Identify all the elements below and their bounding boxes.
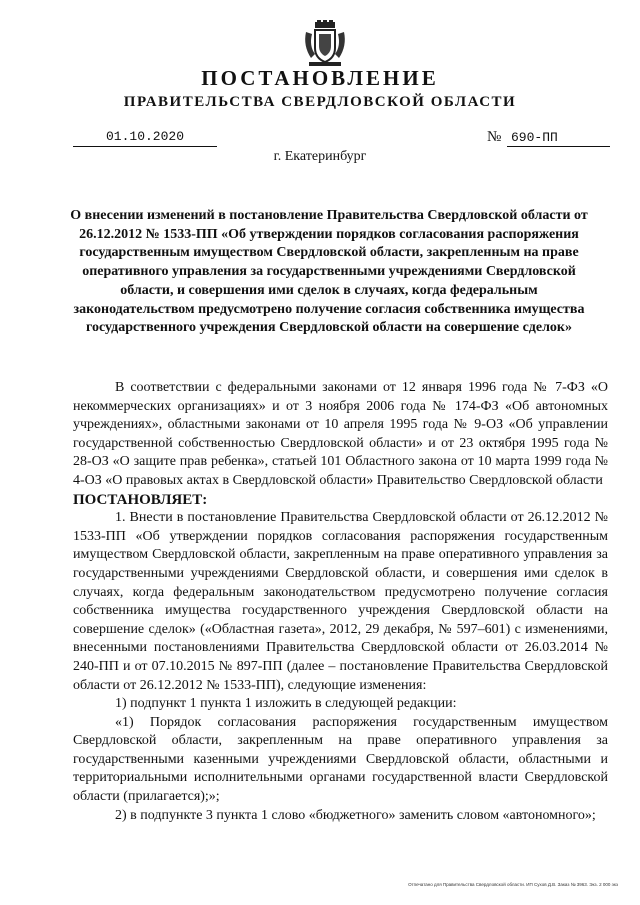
coat-of-arms-icon: [303, 20, 347, 68]
document-body: [73, 379, 608, 825]
paragraph-quoted-text: «1) Порядок согласования распоряжения государственным имуществом Свердловской области, закрепленным на праве оперативного управления за государственными казенными учреждениями Свердловской области, областными и территориальными исполнительными органами государственной власти Свердловской области (прилагается);»;: [73, 714, 608, 805]
resolves-label: ПОСТАНОВЛЯЕТ:: [73, 491, 208, 508]
number-value: 690-ПП: [507, 130, 610, 147]
paragraph-subitem-1: 1) подпункт 1 пункта 1 изложить в следующей редакции:: [115, 696, 457, 712]
paragraph-item-1: 1. Внести в постановление Правительства Свердловской области от 26.12.2012 № 1533-ПП «Об утверждении порядков согласования распоряжения государственным имуществом Свердловской области, закрепленным на праве оперативного управления за государственными учреждениями Свердловской области, и совершения ими сделок в случаях, когда федеральным законодательством предусмотрено получение согласия собственника имущества государственного учреждения Свердловской области на совершение сделок» («Областная газета», 2012, 29 декабря, № 597–601) с изменениями, внесенными постановлениями Правительства Свердловской области от 26.03.2014 № 240-ПП и от 07.10.2015 № 897-ПП (далее – постановление Правительства Свердловской области от 26.12.2012 № 1533-ПП), следующие изменения:: [73, 510, 608, 693]
paragraph-subitem-2: 2) в подпункте 3 пункта 1 слово «бюджетного» заменить словом «автономного»;: [115, 807, 596, 823]
document-number: [487, 129, 610, 146]
print-footer: Отпечатано для Правительства Свердловской области. ИП Сухов Д.В. Заказ № 3963. Экз. 2 000 экз: [408, 882, 618, 887]
issuer-title: ПРАВИТЕЛЬСТВА СВЕРДЛОВСКОЙ ОБЛАСТИ: [123, 94, 517, 110]
number-sign: №: [487, 129, 502, 145]
city: г. Екатеринбург: [273, 149, 367, 164]
paragraph-preamble: В соответствии с федеральными законами от 12 января 1996 года № 7-ФЗ «О некоммерческих организациях» и от 3 ноября 2006 года № 174-ФЗ «Об автономных учреждениях», областными законами от 10 апреля 1995 года № 9-ОЗ «Об управлении государственной собственностью Свердловской области» и от 23 октября 1995 года № 28-ОЗ «О защите прав ребенка», статьей 101 Областного закона от 10 марта 1999 года № 4-ОЗ «О правовых актах в Свердловской области» Правительство Свердловской области: [73, 380, 608, 488]
document-date: 01.10.2020: [73, 129, 217, 147]
document-type-title: ПОСТАНОВЛЕНИЕ: [201, 66, 439, 90]
document-heading: О внесении изменений в постановление Правительства Свердловской области от 26.12.2012 № 1533-ПП «Об утверждении порядков согласования распоряжения государственным имуществом Свердловской области, закрепленным на праве оперативного управления за государственными учреждениями Свердловской области, и совершения ими сделок в случаях, когда федеральным законодательством предусмотрено получение согласия собственника имущества государственного учреждения Свердловской области на совершение сделок»: [70, 208, 588, 336]
